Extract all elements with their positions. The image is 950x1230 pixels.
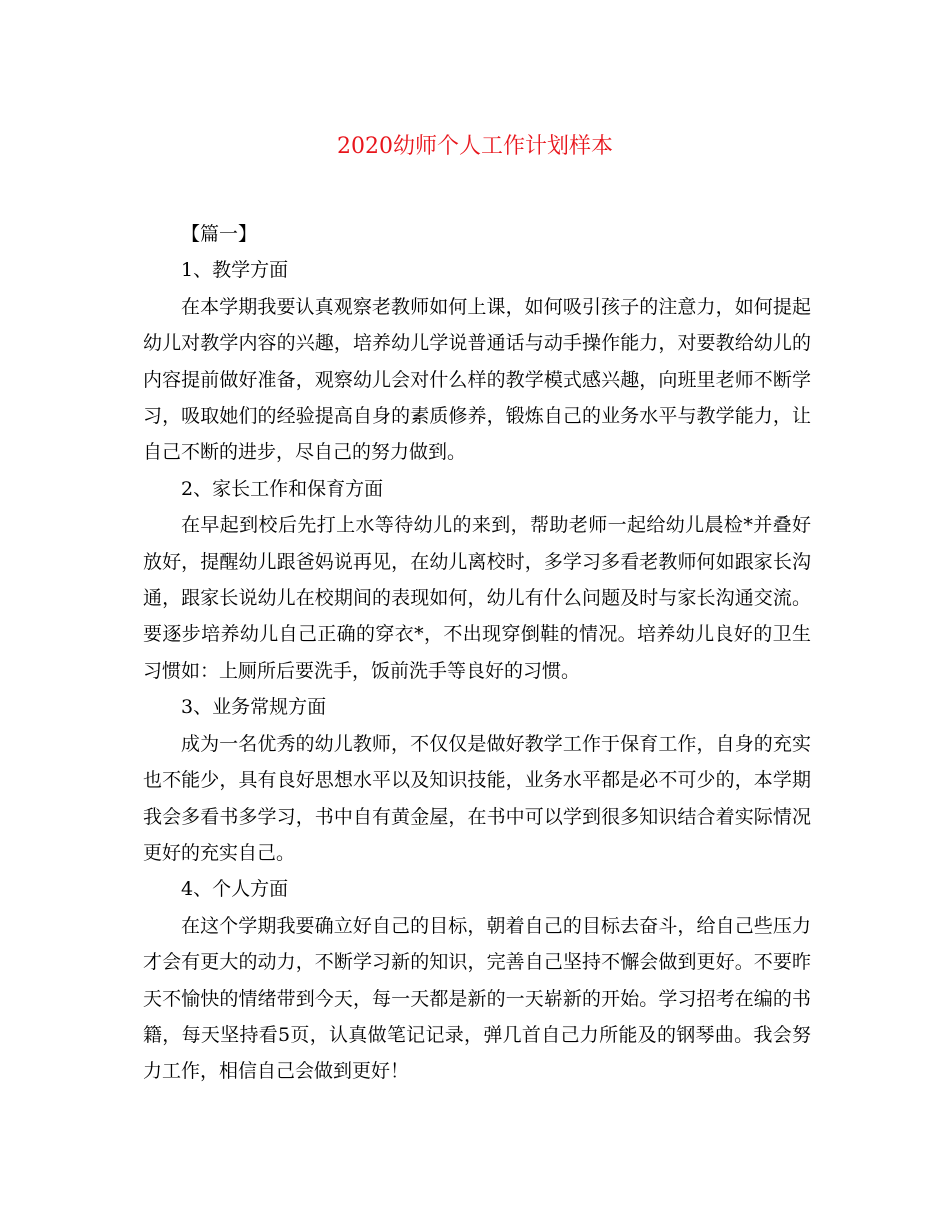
- section-paragraph-parents-care: 在早起到校后先打上水等待幼儿的来到，帮助老师一起给幼儿晨检*并叠好放好，提醒幼儿跟爸妈说再见，在幼儿离校时，多学习多看老教师何如跟家长沟通，跟家长说幼儿在校期间的表现如何，幼儿有什么问题及时与家长沟通交流。要逐步培养幼儿自己正确的穿衣*，不出现穿倒鞋的情况。培养幼儿良好的卫生习惯如：上厕所后要洗手，饭前洗手等良好的习惯。: [143, 514, 811, 682]
- section-heading-professional-routine: 3、业务常规方面: [181, 696, 327, 719]
- section-paragraph-personal: 在这个学期我要确立好自己的目标，朝着自己的目标去奋斗，给自己些压力才会有更大的动力，不断学习新的知识，完善自己坚持不懈会做到更好。不要昨天不愉快的情绪带到今天，每一天都是新的一天崭新的开始。学习招考在编的书籍，每天坚持看5页，认真做笔记记录，弹几首自己力所能及的钢琴曲。我会努力工作，相信自己会做到更好！: [143, 914, 811, 1083]
- document-title: 2020幼师个人工作计划样本: [337, 134, 613, 159]
- part-label: 【篇一】: [181, 223, 258, 245]
- section-paragraph-professional-routine: 成为一名优秀的幼儿教师，不仅仅是做好教学工作于保育工作，自身的充实也不能少，具有良好思想水平以及知识技能，业务水平都是必不可少的，本学期我会多看书多学习，书中自有黄金屋，在书中可以学到很多知识结合着实际情况更好的充实自己。: [143, 732, 811, 864]
- section-heading-teaching: 1、教学方面: [181, 259, 289, 282]
- section-paragraph-teaching: 在本学期我要认真观察老教师如何上课，如何吸引孩子的注意力，如何提起幼儿对教学内容的兴趣，培养幼儿学说普通话与动手操作能力，对要教给幼儿的内容提前做好准备，观察幼儿会对什么样的教学模式感兴趣，向班里老师不断学习，吸取她们的经验提高自身的素质修养，锻炼自己的业务水平与教学能力，让自己不断的进步，尽自己的努力做到。: [143, 295, 811, 464]
- document-body: [143, 216, 811, 1090]
- section-heading-parents-care: 2、家长工作和保育方面: [181, 477, 384, 500]
- section-heading-personal: 4、个人方面: [181, 878, 289, 901]
